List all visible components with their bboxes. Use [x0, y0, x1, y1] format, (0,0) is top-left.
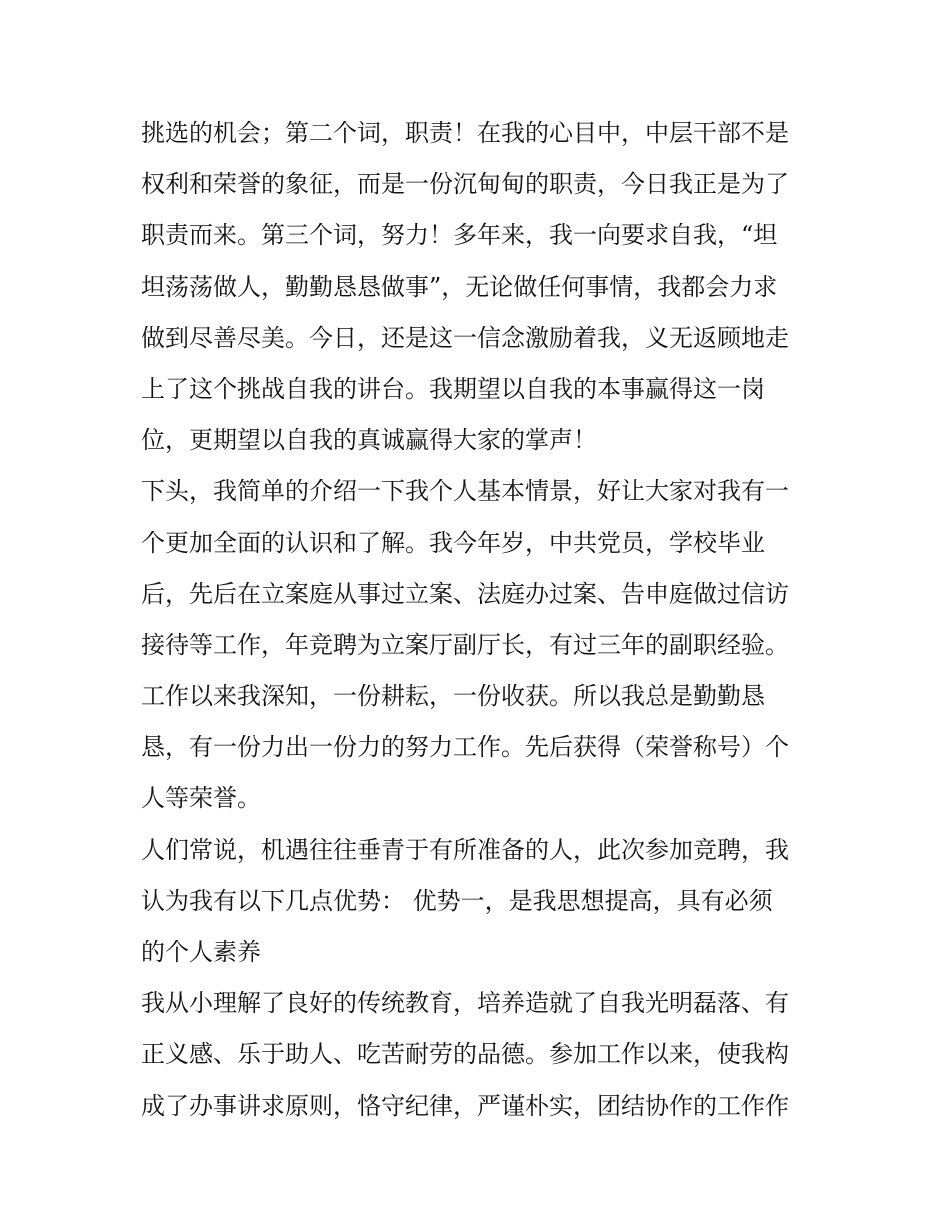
text-line: 挑选的机会；第二个词，职责！在我的心目中，中层干部不是 [141, 119, 789, 147]
text-line: 的个人素养 [141, 938, 261, 966]
text-line: 恳，有一份力出一份力的努力工作。先后获得（荣誉称号）个 [141, 733, 789, 762]
text-line: 认为我有以下几点优势： 优势一，是我思想提高，具有必须 [141, 886, 773, 915]
text-line: 接待等工作，年竞聘为立案厅副厅长，有过三年的副职经验。 [141, 630, 789, 659]
text-line: 个更加全面的认识和了解。我今年岁，中共党员，学校毕业 [141, 528, 765, 557]
text-line: 人等荣誉。 [141, 784, 261, 813]
text-line: 后，先后在立案庭从事过立案、法庭办过案、告申庭做过信访 [141, 579, 789, 608]
text-line: 人们常说，机遇往往垂青于有所准备的人，此次参加竞聘，我 [141, 835, 789, 864]
text-line: 权利和荣誉的象征，而是一份沉甸甸的职责，今日我正是为了 [141, 170, 789, 199]
text-line: 坦荡荡做人，勤勤恳恳做事”，无论做任何事情，我都会力求 [141, 272, 778, 301]
body-text [141, 108, 821, 1132]
text-line: 成了办事讲求原则，恪守纪律，严谨朴实，团结协作的工作作 [141, 1091, 789, 1120]
text-line: 职责而来。第三个词，努力！多年来，我一向要求自我，“坦 [141, 221, 778, 250]
text-line: 位，更期望以自我的真诚赢得大家的掌声！ [141, 426, 597, 455]
text-line: 上了这个挑战自我的讲台。我期望以自我的本事赢得这一岗 [141, 374, 765, 403]
text-line: 下头，我简单的介绍一下我个人基本情景，好让大家对我有一 [141, 477, 789, 506]
text-line: 我从小理解了良好的传统教育，培养造就了自我光明磊落、有 [141, 989, 789, 1018]
text-line: 做到尽善尽美。今日，还是这一信念激励着我，义无返顾地走 [141, 323, 789, 352]
text-line: 工作以来我深知，一份耕耘，一份收获。所以我总是勤勤恳 [141, 682, 765, 711]
text-line: 正义感、乐于助人、吃苦耐劳的品德。参加工作以来，使我构 [141, 1040, 789, 1069]
